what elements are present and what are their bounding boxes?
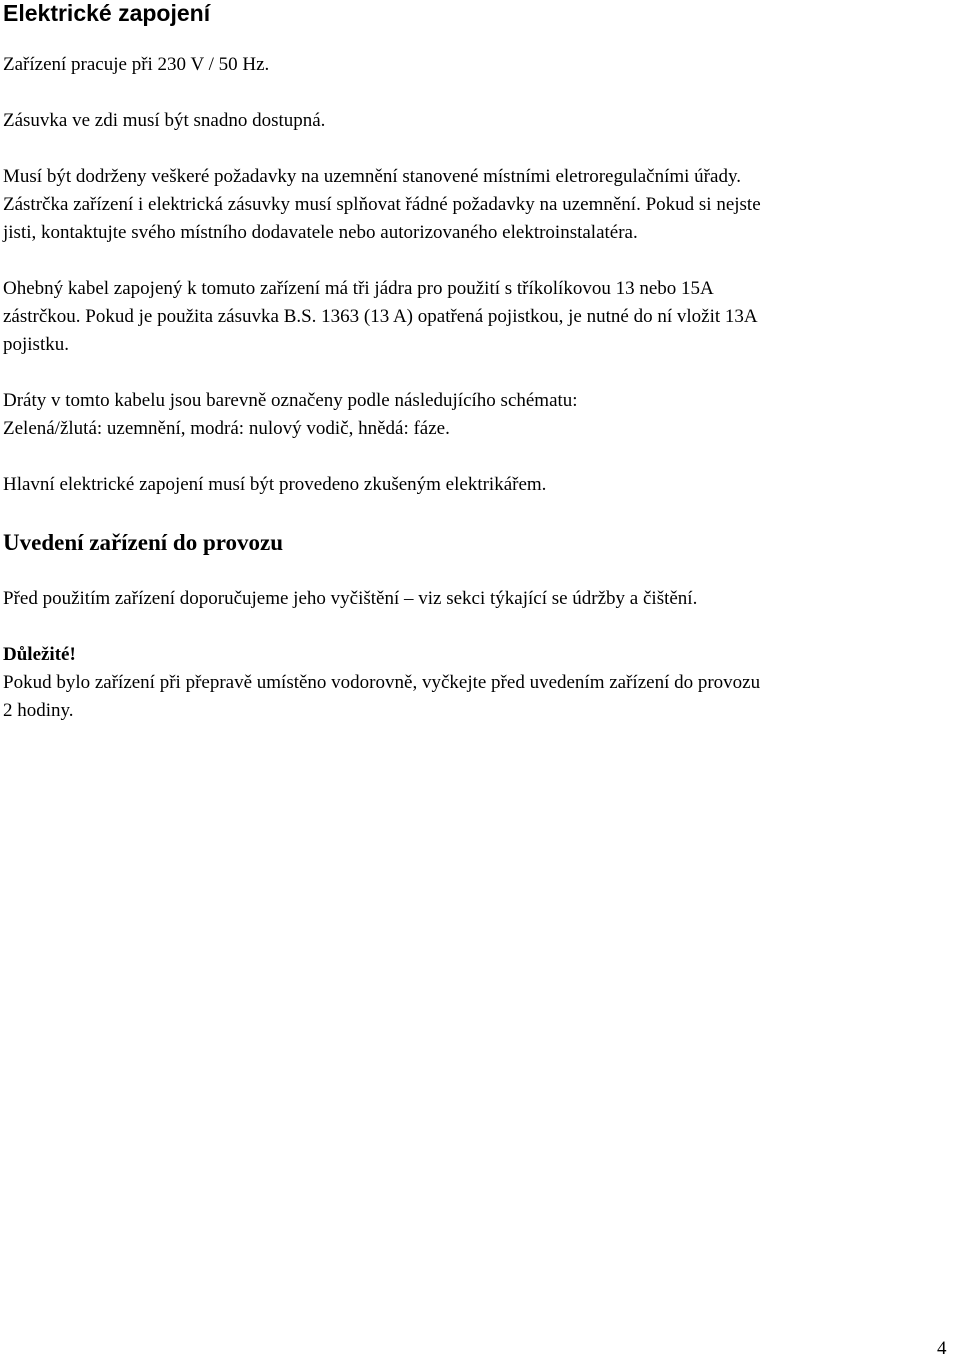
text-line: jisti, kontaktujte svého místního dodavatele nebo autorizovaného elektroinstalatéra. xyxy=(3,222,638,243)
section-title-startup: Uvedení zařízení do provozu xyxy=(3,530,284,555)
important-label: Důležité! xyxy=(3,644,76,665)
page-number: 4 xyxy=(937,1338,947,1359)
document-page xyxy=(3,0,953,725)
paragraph-wire-colors xyxy=(3,387,953,443)
text-line: pojistku. xyxy=(3,334,69,355)
text-line: Zelená/žlutá: uzemnění, modrá: nulový vodič, hnědá: fáze. xyxy=(3,418,450,439)
paragraph-electrician: Hlavní elektrické zapojení musí být provedeno zkušeným elektrikářem. xyxy=(3,474,547,495)
text-line: zástrčkou. Pokud je použita zásuvka B.S. 1363 (13 A) opatřená pojistkou, je nutné do ní vložit 13A xyxy=(3,306,758,327)
paragraph-voltage: Zařízení pracuje při 230 V / 50 Hz. xyxy=(3,54,270,75)
text-line: Zástrčka zařízení i elektrická zásuvky musí splňovat řádné požadavky na uzemnění. Pokud si nejste xyxy=(3,194,761,215)
paragraph-cleaning: Před použitím zařízení doporučujeme jeho vyčištění – viz sekci týkající se údržby a čištění. xyxy=(3,588,698,609)
paragraph-cable xyxy=(3,275,953,359)
text-line: Ohebný kabel zapojený k tomuto zařízení má tři jádra pro použití s tříkolíkovou 13 nebo 15A xyxy=(3,278,714,299)
paragraph-grounding xyxy=(3,163,953,247)
text-line: Pokud bylo zařízení při přepravě umístěno vodorovně, vyčkejte před uvedením zařízení do provozu xyxy=(3,672,761,693)
text-line: Dráty v tomto kabelu jsou barevně označeny podle následujícího schématu: xyxy=(3,390,578,411)
paragraph-socket: Zásuvka ve zdi musí být snadno dostupná. xyxy=(3,110,326,131)
text-line: Musí být dodrženy veškeré požadavky na uzemnění stanovené místními eletroregulačními úřady. xyxy=(3,166,741,187)
text-line: 2 hodiny. xyxy=(3,700,74,721)
paragraph-transport xyxy=(3,669,953,725)
section-title-electrical: Elektrické zapojení xyxy=(3,0,211,26)
